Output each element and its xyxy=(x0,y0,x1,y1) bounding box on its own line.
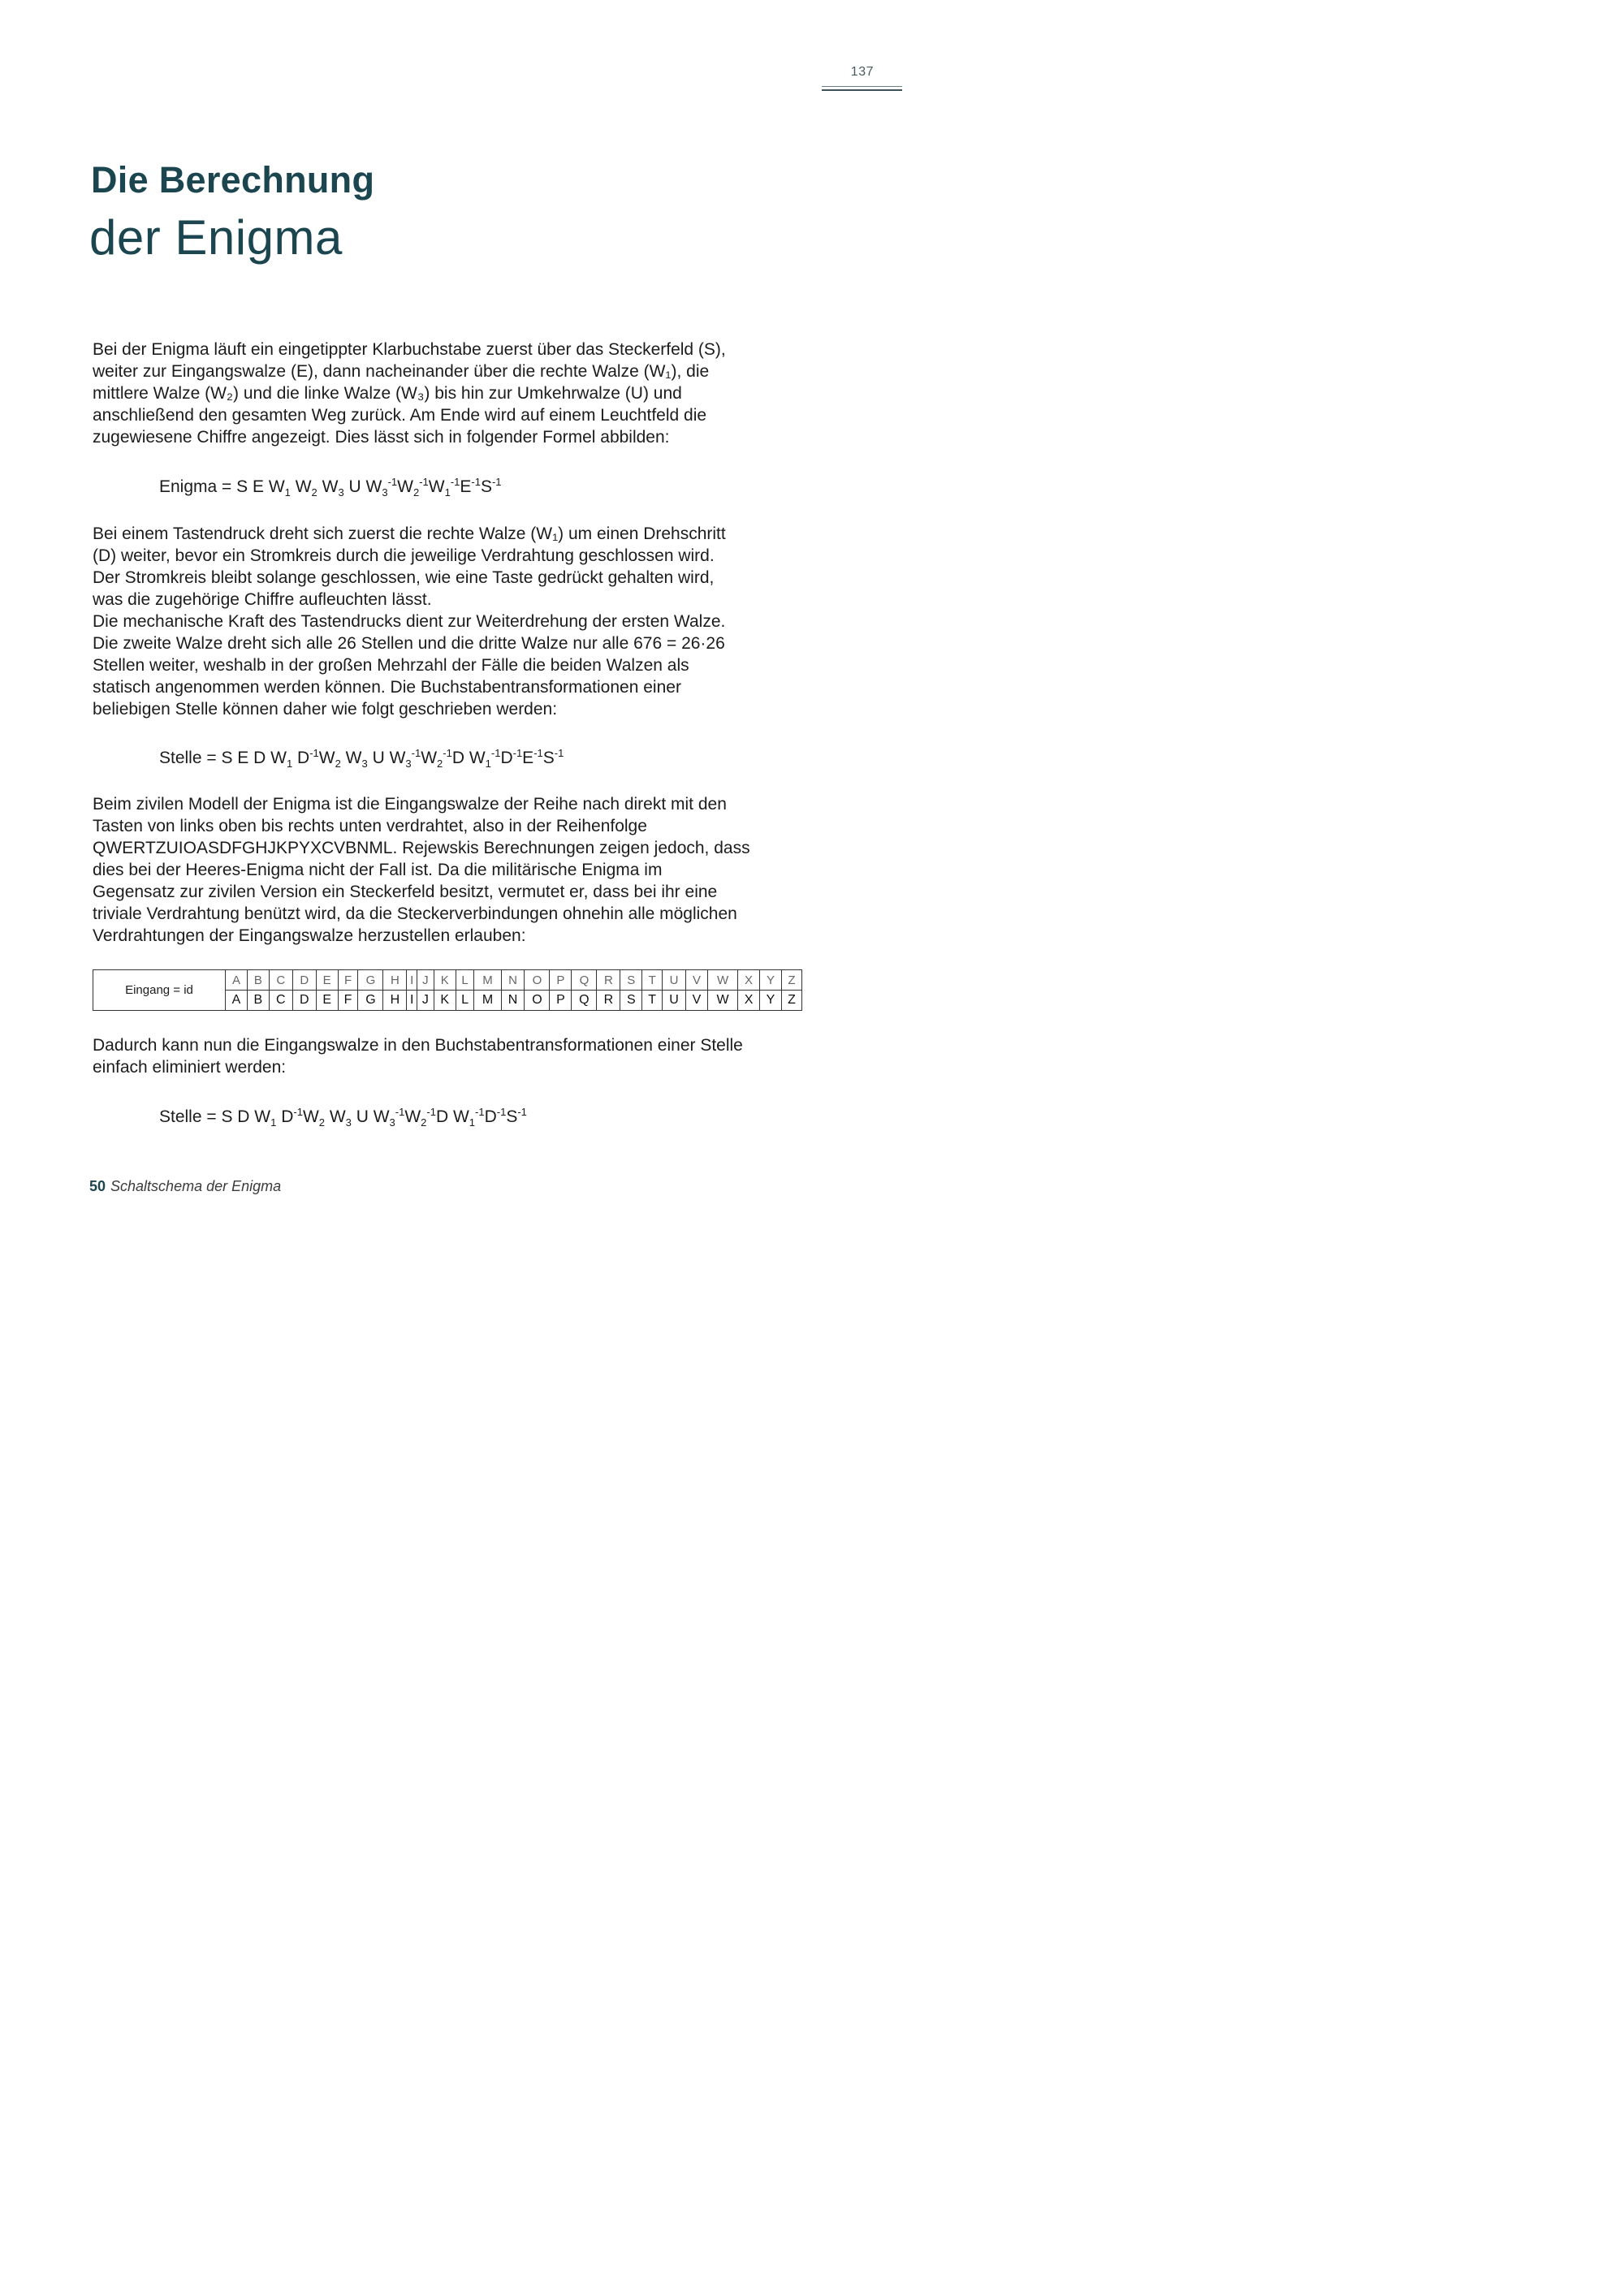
table-cell-input: P xyxy=(550,970,572,991)
table-cell-output: V xyxy=(686,991,708,1011)
table-cell-output: X xyxy=(738,991,760,1011)
text-line: Dadurch kann nun die Eingangswalze in den Buchstabentransformationen einer Stelle xyxy=(93,1036,743,1055)
text-line: (D) weiter, bevor ein Stromkreis durch die jeweilige Verdrahtung geschlossen wird. xyxy=(93,546,715,565)
table-cell-output: I xyxy=(407,991,417,1011)
table-cell-output: D xyxy=(292,991,316,1011)
table-cell-input: S xyxy=(620,970,642,991)
table-cell-output: Q xyxy=(572,991,597,1011)
paragraph-eingangswalze xyxy=(93,793,815,947)
table-cell-input: C xyxy=(269,970,292,991)
table-cell-input: F xyxy=(338,970,358,991)
formula-enigma: Enigma = S E $W_1$ $W_2$ $W_3$ U $W_3^{-1}W_2^{-1}W_1^{-1}E^{-1}S^{-1}$ xyxy=(159,476,502,499)
eingang-table xyxy=(93,969,802,1011)
table-cell-output: G xyxy=(358,991,383,1011)
table-cell-input: B xyxy=(247,970,269,991)
table-cell-output: N xyxy=(501,991,525,1011)
text-line: zugewiesene Chiffre angezeigt. Dies lässt sich in folgender Formel abbilden: xyxy=(93,428,670,447)
table-cell-input: I xyxy=(407,970,417,991)
table-cell-output: O xyxy=(525,991,550,1011)
page-number-rule xyxy=(822,86,902,87)
table-cell-input: R xyxy=(597,970,620,991)
table-cell-input: V xyxy=(686,970,708,991)
caption-text: Schaltschema der Enigma xyxy=(110,1178,282,1194)
paragraph-intro xyxy=(93,339,815,448)
formula-stelle-reduced: Stelle = S D $W_1$ $D^{-1}W_2$ $W_3$ U $W_3^{-1}W_2^{-1}D$ $W_1^{-1}D^{-1}S^{-1}$ xyxy=(159,1106,527,1129)
figure-caption xyxy=(89,1178,281,1195)
paragraph-elimination xyxy=(93,1034,815,1078)
eingang-label: Eingang = id xyxy=(93,970,226,1011)
formula-prefix: Enigma = xyxy=(159,477,237,496)
formula-prefix: Stelle = xyxy=(159,749,222,767)
caption-number: 50 xyxy=(89,1178,106,1194)
table-cell-output: F xyxy=(338,991,358,1011)
table-cell-output: U xyxy=(663,991,686,1011)
table-cell-input: X xyxy=(738,970,760,991)
table-cell-input: O xyxy=(525,970,550,991)
text-line: Der Stromkreis bleibt solange geschlossen, wie eine Taste gedrückt gehalten wird, xyxy=(93,568,715,587)
table-cell-output: K xyxy=(434,991,456,1011)
table-cell-input: K xyxy=(434,970,456,991)
table-cell-input: M xyxy=(474,970,501,991)
table-cell-input: A xyxy=(226,970,248,991)
chapter-title-light: der Enigma xyxy=(89,210,343,265)
table-cell-output: A xyxy=(226,991,248,1011)
table-cell-output: H xyxy=(383,991,407,1011)
text-line: Beim zivilen Modell der Enigma ist die Eingangswalze der Reihe nach direkt mit den xyxy=(93,795,727,814)
table-cell-input: Q xyxy=(572,970,597,991)
text-line: weiter zur Eingangswalze (E), dann nacheinander über die rechte Walze (W₁), die xyxy=(93,362,710,381)
table-cell-input: W xyxy=(707,970,737,991)
table-cell-input: L xyxy=(456,970,474,991)
text-line: Bei einem Tastendruck dreht sich zuerst die rechte Walze (W₁) um einen Drehschritt xyxy=(93,524,726,543)
table-cell-input: U xyxy=(663,970,686,991)
table-cell-input: D xyxy=(292,970,316,991)
formula-stelle: Stelle = S E D $W_1$ $D^{-1}W_2$ $W_3$ U $W_3^{-1}W_2^{-1}D$ $W_1^{-1}D^{-1}E^{-1}S^{-1}$ xyxy=(159,747,564,770)
table-cell-output: B xyxy=(247,991,269,1011)
table-cell-input: N xyxy=(501,970,525,991)
table-row-top xyxy=(93,970,802,991)
text-line: Bei der Enigma läuft ein eingetippter Klarbuchstabe zuerst über das Steckerfeld (S), xyxy=(93,340,726,359)
text-line: einfach eliminiert werden: xyxy=(93,1058,287,1077)
table-cell-output: M xyxy=(474,991,501,1011)
page-number: 137 xyxy=(850,65,874,79)
table-cell-output: Y xyxy=(760,991,782,1011)
text-line: dies bei der Heeres-Enigma nicht der Fall ist. Da die militärische Enigma im xyxy=(93,861,663,879)
table-cell-output: R xyxy=(597,991,620,1011)
text-line: Tasten von links oben bis rechts unten verdrahtet, also in der Reihenfolge xyxy=(93,817,647,835)
table-cell-input: H xyxy=(383,970,407,991)
text-line: Verdrahtungen der Eingangswalze herzustellen erlauben: xyxy=(93,926,526,945)
text-line: was die zugehörige Chiffre aufleuchten lässt. xyxy=(93,590,432,609)
page-number-rule-bold xyxy=(822,89,902,91)
text-line: triviale Verdrahtung benützt wird, da die Steckerverbindungen ohnehin alle möglichen xyxy=(93,904,737,923)
table-cell-output: E xyxy=(316,991,338,1011)
table-cell-input: G xyxy=(358,970,383,991)
table-cell-output: T xyxy=(642,991,663,1011)
table-cell-output: S xyxy=(620,991,642,1011)
formula-prefix: Stelle = xyxy=(159,1107,222,1126)
table-cell-input: E xyxy=(316,970,338,991)
text-line: QWERTZUIOASDFGHJKPYXCVBNML. Rejewskis Berechnungen zeigen jedoch, dass xyxy=(93,839,750,857)
table-cell-input: Z xyxy=(781,970,801,991)
text-line: anschließend den gesamten Weg zurück. Am Ende wird auf einem Leuchtfeld die xyxy=(93,406,707,425)
table-cell-output: W xyxy=(707,991,737,1011)
table-cell-output: C xyxy=(269,991,292,1011)
table-cell-input: J xyxy=(417,970,434,991)
text-line: statisch angenommen werden können. Die Buchstabentransformationen einer xyxy=(93,678,681,697)
text-line: Die mechanische Kraft des Tastendrucks dient zur Weiterdrehung der ersten Walze. xyxy=(93,612,726,631)
table-cell-output: P xyxy=(550,991,572,1011)
paragraph-tastendruck xyxy=(93,523,815,720)
text-line: mittlere Walze (W₂) und die linke Walze (W₃) bis hin zur Umkehrwalze (U) und xyxy=(93,384,682,403)
table-cell-output: L xyxy=(456,991,474,1011)
table-cell-input: Y xyxy=(760,970,782,991)
table-cell-output: J xyxy=(417,991,434,1011)
text-line: Gegensatz zur zivilen Version ein Steckerfeld besitzt, vermutet er, dass bei ihr eine xyxy=(93,883,718,901)
text-line: Die zweite Walze dreht sich alle 26 Stellen und die dritte Walze nur alle 676 = 26·26 xyxy=(93,634,725,653)
table-cell-input: T xyxy=(642,970,663,991)
table-cell-output: Z xyxy=(781,991,801,1011)
text-line: Stellen weiter, weshalb in der großen Mehrzahl der Fälle die beiden Walzen als xyxy=(93,656,689,675)
chapter-title-bold: Die Berechnung xyxy=(91,159,375,201)
text-line: beliebigen Stelle können daher wie folgt geschrieben werden: xyxy=(93,700,558,719)
